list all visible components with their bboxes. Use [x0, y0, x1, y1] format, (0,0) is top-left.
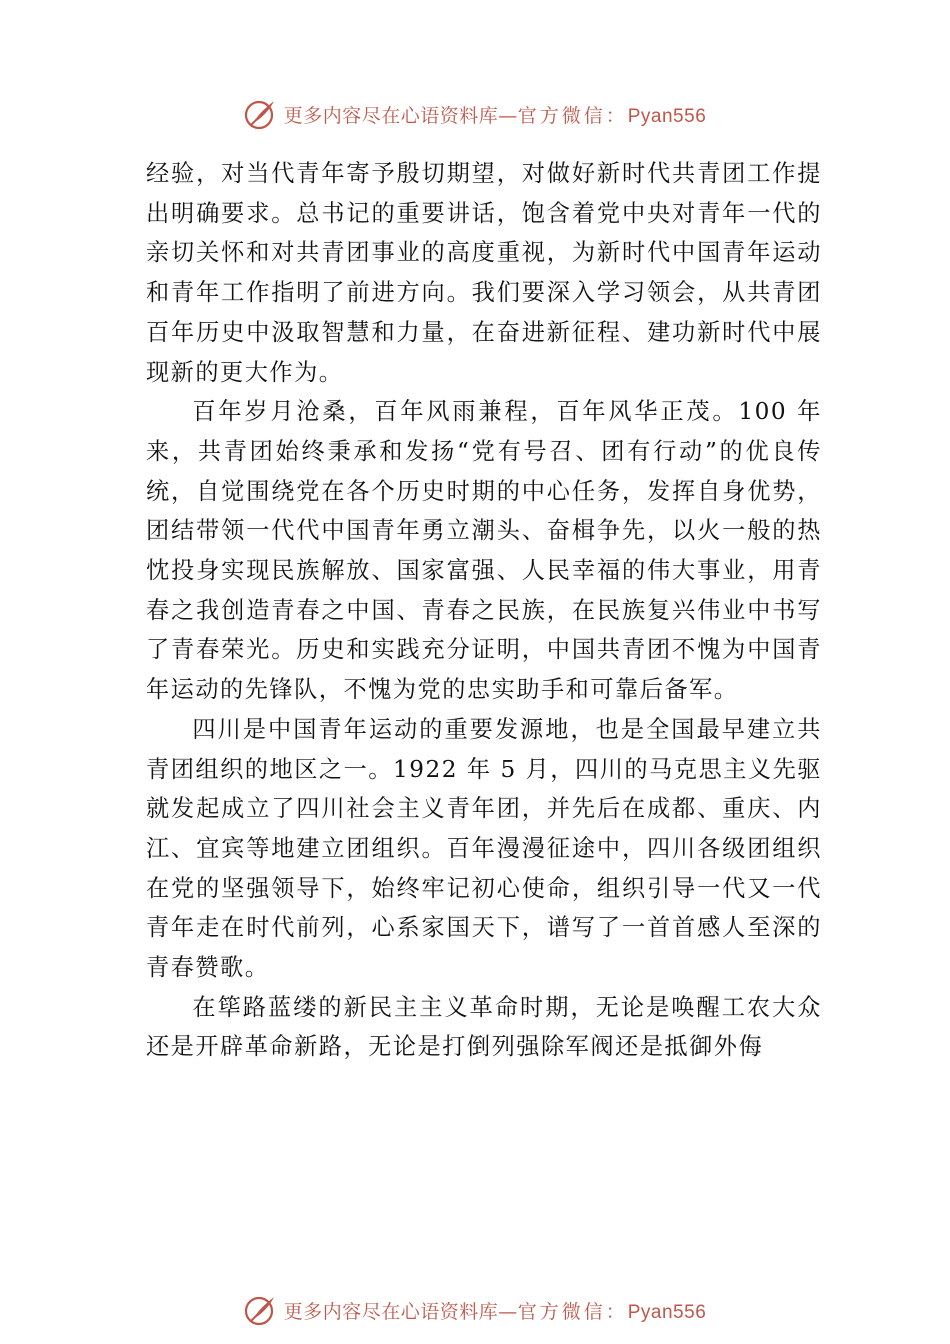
paragraph-1: 经验，对当代青年寄予殷切期望，对做好新时代共青团工作提出明确要求。总书记的重要讲话，饱含着党中央对青年一代的亲切关怀和对共青团事业的高度重视，为新时代中国青年运动和青年工作指明了前进方向。我们要深入学习领会，从共青团百年历史中汲取智慧和力量，在奋进新征程、建功新时代中展现新的更大作为。: [146, 160, 822, 386]
header-banner-inner: [244, 97, 707, 131]
wechat-label: 官方微信：: [517, 1300, 628, 1323]
paragraph-4: 在筚路蓝缕的新民主主义革命时期，无论是唤醒工农大众还是开辟革命新路，无论是打倒列强除军阀还是抵御外侮: [146, 993, 822, 1061]
brand-text: 更多内容尽在心语资料库: [283, 1300, 499, 1323]
paragraph-3: 四川是中国青年运动的重要发源地，也是全国最早建立共青团组织的地区之一。1922 年 5 月，四川的马克思主义先驱就发起成立了四川社会主义青年团，并先后在成都、重庆、内江、宜宾等地建立团组织。百年漫漫征途中，四川各级团组织在党的坚强领导下，始终牢记初心使命，组织引导一代又一代青年走在时代前列，心系家国天下，谱写了一首首感人至深的青春赞歌。: [146, 715, 822, 982]
header-banner: [0, 94, 950, 134]
footer-banner-inner: [244, 1293, 707, 1327]
wechat-label: 官方微信：: [517, 104, 628, 127]
banner-separator: —: [498, 104, 518, 127]
banner-text: [284, 1297, 707, 1324]
paragraph-2: 百年岁月沧桑，百年风雨兼程，百年风华正茂。100 年来，共青团始终秉承和发扬“党有号召、团有行动”的优良传统，自觉围绕党在各个历史时期的中心任务，发挥自身优势，团结带领一代代中国青年勇立潮头、奋楫争先，以火一般的热忱投身实现民族解放、国家富强、人民幸福的伟大事业，用青春之我创造青春之中国、青春之民族，在民族复兴伟业中书写了青春荣光。历史和实践充分证明，中国共青团不愧为中国青年运动的先锋队，不愧为党的忠实助手和可靠后备军。: [146, 398, 822, 704]
wechat-id: Pyan556: [627, 1301, 707, 1323]
document-body: [146, 154, 822, 1067]
banner-text: [284, 101, 707, 128]
pen-quill-logo-icon: [244, 97, 278, 131]
footer-banner: [0, 1290, 950, 1330]
wechat-id: Pyan556: [627, 105, 707, 127]
brand-text: 更多内容尽在心语资料库: [283, 104, 499, 127]
banner-separator: —: [498, 1300, 518, 1323]
pen-quill-logo-icon: [244, 1293, 278, 1327]
